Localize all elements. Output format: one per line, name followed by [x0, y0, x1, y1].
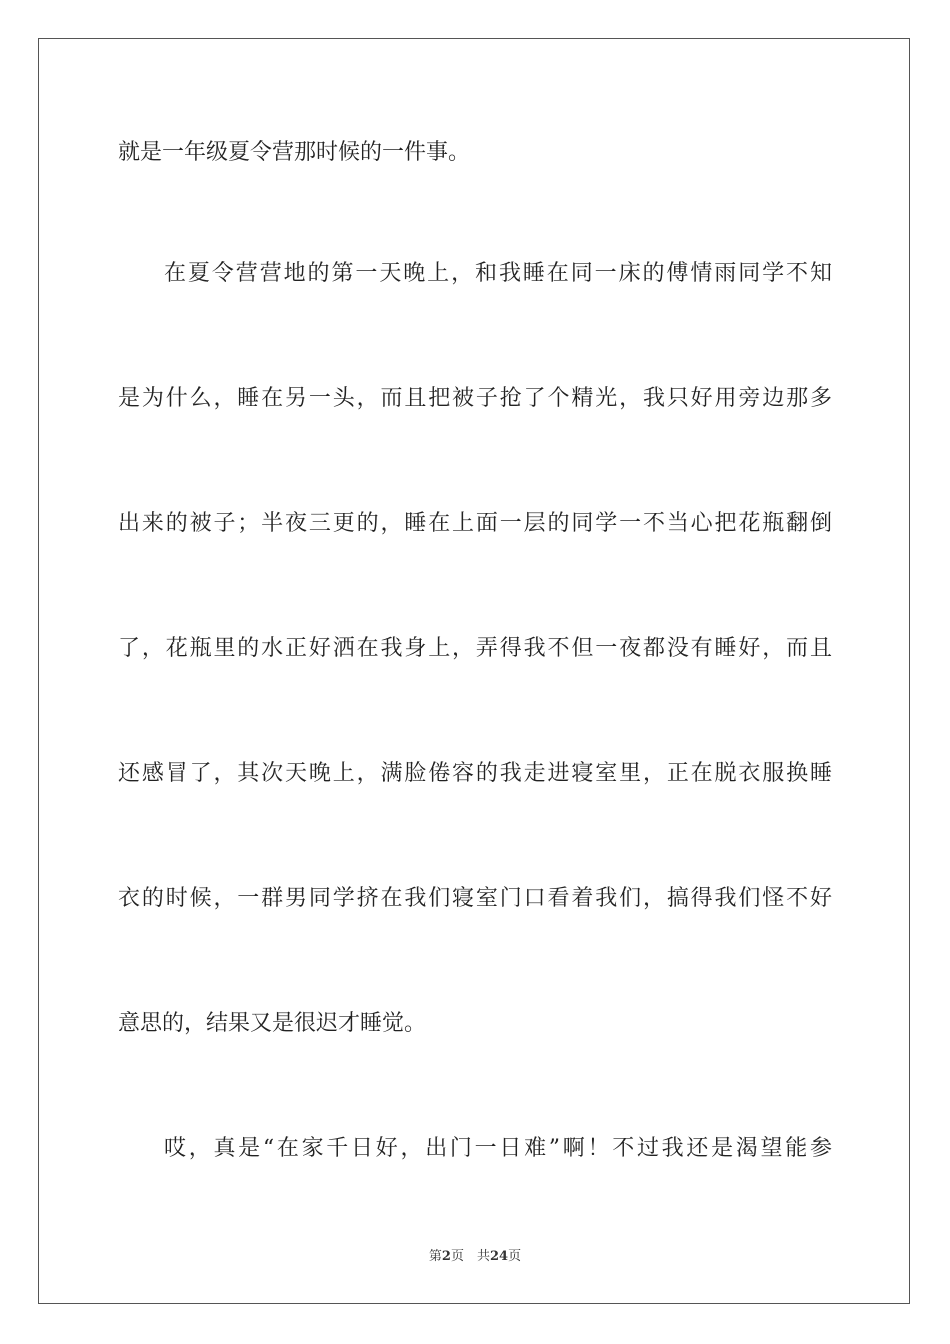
page-border [38, 38, 910, 1304]
text-line-1: 就是一年级夏令营那时候的一件事。 [118, 140, 471, 165]
text-line-6: 还感冒了，其次天晚上，满脸倦容的我走进寝室里，正在脱衣服换睡 [118, 761, 832, 786]
current-page-number: 2 [441, 1249, 451, 1264]
page-footer [0, 1248, 950, 1266]
text-line-9: 哎，真是“在家千日好，出门一日难”啊！不过我还是渴望能参 [164, 1136, 832, 1161]
footer-prefix: 第 [428, 1249, 442, 1264]
text-line-7: 衣的时候，一群男同学挤在我们寝室门口看着我们，搞得我们怪不好 [118, 886, 832, 911]
footer-suffix: 页 [508, 1249, 522, 1264]
text-line-4: 出来的被子；半夜三更的，睡在上面一层的同学一不当心把花瓶翻倒 [118, 511, 832, 536]
text-line-3: 是为什么，睡在另一头，而且把被子抢了个精光，我只好用旁边那多 [118, 386, 832, 411]
footer-mid: 页 共 [450, 1249, 490, 1264]
text-line-5: 了，花瓶里的水正好洒在我身上，弄得我不但一夜都没有睡好，而且 [118, 636, 832, 661]
text-line-2: 在夏令营营地的第一天晚上，和我睡在同一床的傅情雨同学不知 [164, 261, 832, 286]
text-line-8: 意思的，结果又是很迟才睡觉。 [118, 1011, 427, 1036]
total-page-number: 24 [489, 1249, 509, 1264]
